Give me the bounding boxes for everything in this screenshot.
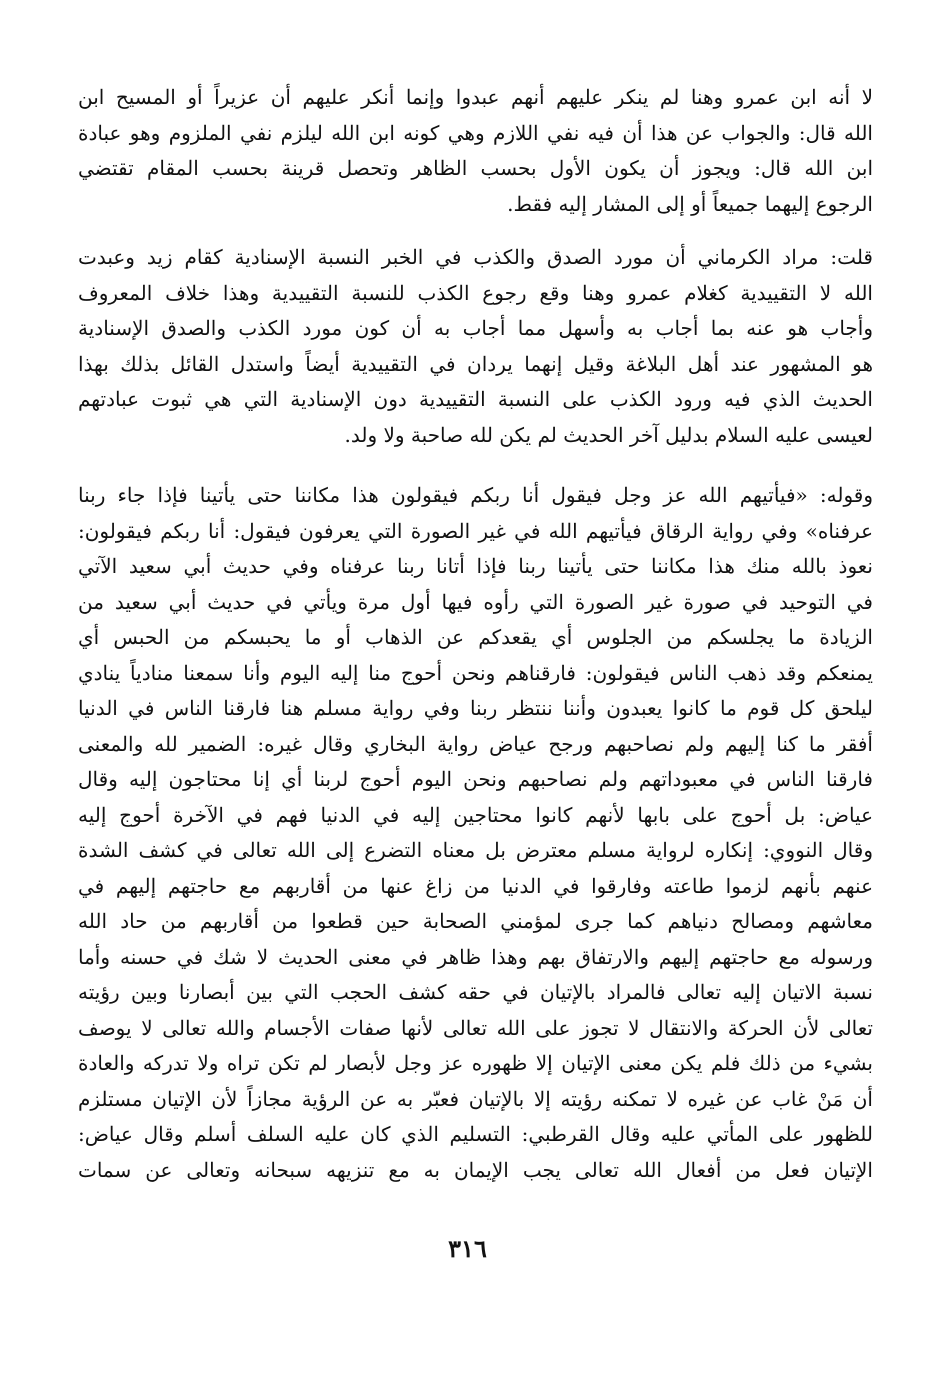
text-line: عرفناه» وفي رواية الرقاق فيأتيهم الله في غير الصورة التي يعرفون فيقول: أنا ربكم فيقولون: (78, 518, 873, 543)
text-line: نعوذ بالله منك هذا مكاننا حتى يأتينا ربنا فإذا أتانا ربنا عرفناه وفي حديث أبي سعيد الآتي (78, 554, 873, 578)
text-line: يمنعكم وقد ذهب الناس فيقولون: فارقناهم ونحن أحوج منا إليه اليوم وأنا سمعنا منادياً ينادي (78, 660, 873, 685)
text-line: الرجوع إليهما جميعاً أو إلى المشار إليه فقط. (507, 191, 873, 216)
text-line: هو المشهور عند أهل البلاغة وقيل إنهما يردان في التقييدية أيضاً واستدل القائل بذلك بهذا (78, 351, 873, 376)
page-number: ٣١٦ (448, 1234, 487, 1263)
text-line: معاشهم ومصالح دنياهم كما جرى لمؤمني الصحابة حين قطعوا من أقاربهم من حاد الله (78, 909, 873, 933)
text-line: للظهور على المأتي عليه وقال القرطبي: التسليم الذي كان عليه السلف أسلم وقال عياض: (78, 1122, 873, 1146)
text-line: عنهم بأنهم لزموا طاعته وفارقوا في الدنيا من زاغ عنها من أقاربهم مع حاجتهم إليهم في (78, 873, 873, 898)
text-line: عياض: بل أحوج على بابها لأنهم كانوا محتاجين إليه في الدنيا فهم في الآخرة أحوج إليه (78, 802, 873, 827)
text-line: وقوله: «فيأتيهم الله عز وجل فيقول أنا ربكم فيقولون هذا مكاننا حتى يأتينا فإذا جاء ربنا (78, 483, 873, 507)
text-line: أفقر ما كنا إليهم ولم نصاحبهم ورجح عياض رواية البخاري وقال غيره: الضمير لله والمعنى (78, 731, 873, 756)
text-line: ليلحق كل قوم ما كانوا يعبدون وأننا ننتظر ربنا وفي رواية مسلم هنا فارقنا الناس في الدنيا (78, 696, 873, 720)
paragraph-1 (78, 80, 873, 222)
text-line: قلت: مراد الكرماني أن مورد الصدق والكذب في الخبر النسبة الإسنادية كقام زيد وعبدت (78, 245, 873, 269)
paragraph-3 (78, 478, 873, 1188)
text-line: لا أنه ابن عمرو وهنا لم ينكر عليهم أنهم عبدوا وإنما أنكر عليهم أن عزيراً أو المسيح ابن (78, 85, 873, 109)
text-line: الزيادة ما يجلسكم من الجلوس أي يقعدكم عن الذهاب أو ما يحبسكم من الحبس أي (78, 625, 873, 649)
text-line: الله لا التقييدية كغلام عمرو وهنا وقع رجوع الكذب للنسبة التقييدية وهذا خلاف المعروف (78, 280, 873, 305)
text-line: الله قال: والجواب عن هذا أن فيه نفي اللازم وهي كونه ابن الله ليلزم نفي الملزوم وهو عبادة (78, 120, 873, 145)
text-line: بشيء من ذلك فلم يكن معنى الإتيان إلا ظهوره عز وجل لأبصار لم تكن تراه ولا تدركه والعادة (78, 1051, 873, 1075)
text-line: فارقنا الناس في معبوداتهم ولم نصاحبهم ونحن اليوم أحوج لربنا أي إنا محتاجون إليه وقال (78, 767, 873, 791)
text-line: ورسوله مع حاجتهم إليهم والارتفاق بهم وهذا ظاهر في معنى الحديث لا شك في حسنه وأما (78, 944, 873, 969)
text-line: الإتيان فعل من أفعال الله تعالى يجب الإيمان به مع تنزيهه سبحانه وتعالى عن سمات (78, 1157, 873, 1182)
text-line: وأجاب هو عنه بما أجاب به وأسهل مما أجاب به أن كون مورد الكذب والصدق الإسنادية (78, 316, 873, 340)
text-line: نسبة الاتيان إليه تعالى فالمراد بالإتيان في حقه كشف الحجب التي بين أبصارنا وبين رؤيته (78, 980, 873, 1004)
text-line: لعيسى عليه السلام بدليل آخر الحديث لم يكن لله صاحبة ولا ولد. (344, 422, 873, 447)
text-line: الحديث الذي فيه ورود الكذب على النسبة التقييدية دون الإسنادية التي هي ثبوت عبادتهم (78, 387, 873, 411)
text-line: تعالى لأن الحركة والانتقال لا تجوز على الله تعالى لأنها صفات الأجسام والله تعالى لا يوصف (78, 1015, 873, 1040)
paragraph-2 (78, 240, 873, 453)
text-line: ابن الله قال: ويجوز أن يكون الأول بحسب الظاهر وتحصل قرينة بحسب المقام تقتضي (78, 156, 873, 180)
text-line: في التوحيد في صورة غير الصورة التي رأوه فيها أول مرة ويأتي في حديث أبي سعيد من (78, 589, 873, 614)
text-line: أن مَنْ غاب عن غيره لا تمكنه رؤيته إلا بالإتيان فعبّر به عن الرؤية مجازاً لأن الإتيان مستلزم (78, 1086, 873, 1111)
text-line: وقال النووي: إنكاره لرواية مسلم معترض بل معناه التضرع إلى الله تعالى في كشف الشدة (78, 838, 873, 862)
